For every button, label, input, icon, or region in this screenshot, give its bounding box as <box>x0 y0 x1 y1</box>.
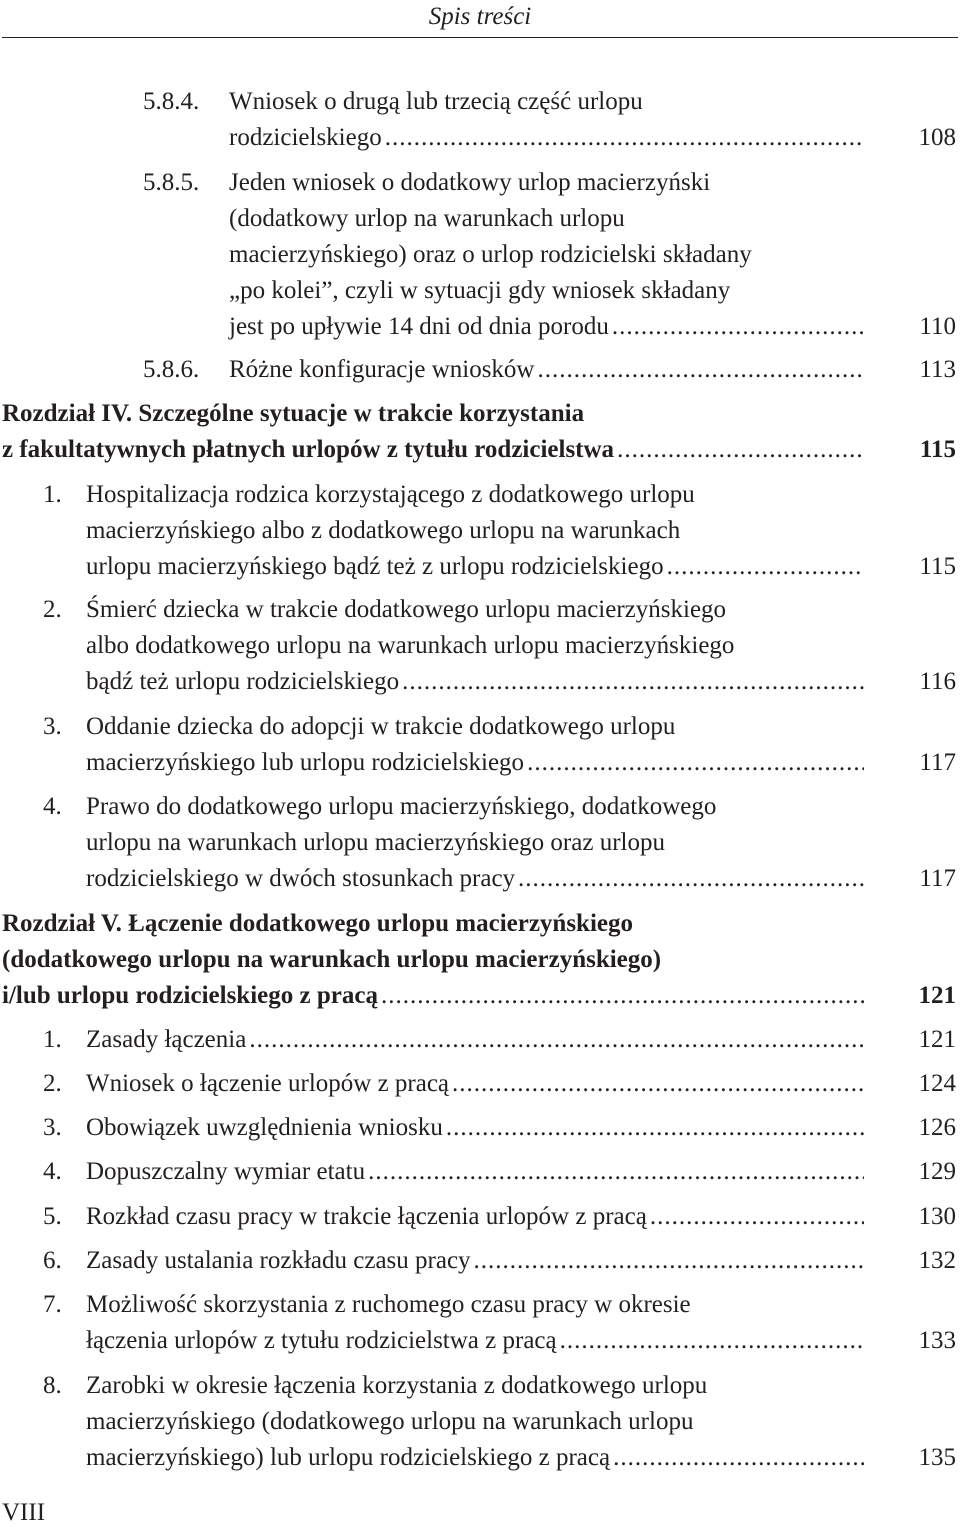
toc-entry-last-line <box>2 978 864 1014</box>
toc-entry-title <box>86 789 864 897</box>
toc-entry-line: Rozdział V. Łączenie dodatkowego urlopu macierzyńskiego <box>2 910 634 937</box>
toc-entry-title <box>2 906 864 1014</box>
toc-entry <box>0 1368 956 1476</box>
toc-entry-line: Dopuszczalny wymiar etatu <box>86 1158 366 1185</box>
toc-entry-line: łączenia urlopów z tytułu rodzicielstwa z pracą <box>86 1327 557 1354</box>
toc-entry-page: 133 <box>918 1327 956 1354</box>
toc-entry-line: Wniosek o drugą lub trzecią część urlopu <box>229 88 643 115</box>
dot-leader <box>667 549 864 585</box>
toc-entry <box>0 1199 956 1235</box>
dot-leader <box>474 1243 864 1279</box>
toc-entry-line: Zasady łączenia <box>86 1026 247 1053</box>
toc-entry-line: Prawo do dodatkowego urlopu macierzyńskiego, dodatkowego <box>86 793 717 820</box>
running-header-title: Spis treści <box>428 3 532 30</box>
toc-entry <box>0 477 956 585</box>
toc-entry-page: 108 <box>918 124 956 151</box>
toc-entry-number: 2. <box>43 1070 62 1097</box>
toc-entry-title <box>86 1022 864 1058</box>
toc-entry-page: 117 <box>919 865 956 892</box>
toc-entry-number: 5. <box>43 1203 62 1230</box>
toc-entry-last-line <box>86 549 864 585</box>
toc-entry-number: 3. <box>43 1114 62 1141</box>
toc-entry-last-line <box>86 745 864 781</box>
toc-entry-last-line <box>86 1110 864 1146</box>
toc-entry <box>0 1154 956 1190</box>
toc-entry-line: Śmierć dziecka w trakcie dodatkowego urlopu macierzyńskiego <box>86 596 727 623</box>
toc-entry-number: 7. <box>43 1291 62 1318</box>
toc-entry-line: „po kolei”, czyli w sytuacji gdy wniosek składany <box>229 277 731 304</box>
toc-entry-last-line <box>229 120 864 156</box>
toc-entry-title <box>86 1066 864 1102</box>
toc-entry-number: 5.8.5. <box>143 169 200 196</box>
toc-entry <box>0 352 956 388</box>
dot-leader <box>368 1154 864 1190</box>
toc-entry-number: 5.8.6. <box>143 356 200 383</box>
toc-entry-page: 116 <box>919 668 956 695</box>
toc-entry-line: bądź też urlopu rodzicielskiego <box>86 668 400 695</box>
toc-entry-line: Jeden wniosek o dodatkowy urlop macierzyński <box>229 169 711 196</box>
toc-entry-last-line <box>86 1323 864 1359</box>
toc-entry <box>0 1066 956 1102</box>
dot-leader <box>249 1022 864 1058</box>
toc-entry-line: macierzyńskiego (dodatkowego urlopu na warunkach urlopu <box>86 1408 694 1435</box>
toc-entry-page: 124 <box>918 1070 956 1097</box>
toc-entry-line: Rozkład czasu pracy w trakcie łączenia urlopów z pracą <box>86 1203 647 1230</box>
toc-entry-title <box>229 84 864 156</box>
toc-entry-title <box>86 477 864 585</box>
page-header <box>0 0 960 38</box>
dot-leader <box>452 1066 864 1102</box>
toc-entry-line: Oddanie dziecka do adopcji w trakcie dodatkowego urlopu <box>86 713 676 740</box>
toc-entry-page: 129 <box>918 1158 956 1185</box>
toc-entry-line: urlopu na warunkach urlopu macierzyńskiego oraz urlopu <box>86 829 665 856</box>
toc-entry-line: Obowiązek uwzględnienia wniosku <box>86 1114 443 1141</box>
dot-leader <box>560 1323 864 1359</box>
toc-entry-last-line <box>86 1022 864 1058</box>
dot-leader <box>518 861 864 897</box>
toc-entry-title <box>86 1243 864 1279</box>
toc-entry-last-line <box>229 309 864 345</box>
toc-entry-line: rodzicielskiego <box>229 124 382 151</box>
toc-entry-page: 135 <box>918 1444 956 1471</box>
toc-entry-last-line <box>2 432 864 468</box>
toc-entry <box>0 1287 956 1359</box>
toc-entry-number: 1. <box>43 1026 62 1053</box>
toc-entry <box>0 84 956 156</box>
dot-leader <box>617 432 864 468</box>
toc-entry <box>0 789 956 897</box>
dot-leader <box>402 664 864 700</box>
toc-entry-line: macierzyńskiego) lub urlopu rodzicielskiego z pracą <box>86 1444 611 1471</box>
toc-entry <box>0 396 956 468</box>
dot-leader <box>612 309 864 345</box>
toc-entry-line: Wniosek o łączenie urlopów z pracą <box>86 1070 450 1097</box>
dot-leader <box>537 352 864 388</box>
toc-entry <box>0 1243 956 1279</box>
toc-entry-title <box>229 352 864 388</box>
toc-entry-last-line <box>86 1440 864 1476</box>
toc-entry-line: urlopu macierzyńskiego bądź też z urlopu rodzicielskiego <box>86 553 664 580</box>
toc-entry-page: 115 <box>919 553 956 580</box>
toc-entry-last-line <box>229 352 864 388</box>
toc-entry <box>0 592 956 700</box>
toc-entry-line: (dodatkowy urlop na warunkach urlopu <box>229 205 625 232</box>
toc-entry-title <box>86 592 864 700</box>
toc-entry-title <box>86 709 864 781</box>
toc-entry-number: 8. <box>43 1372 62 1399</box>
dot-leader <box>650 1199 864 1235</box>
toc-entry <box>0 165 956 345</box>
toc-entry-line: Różne konfiguracje wniosków <box>229 356 535 383</box>
toc-entry-last-line <box>86 664 864 700</box>
dot-leader <box>381 978 864 1014</box>
toc-entry-line: macierzyńskiego lub urlopu rodzicielskiego <box>86 749 525 776</box>
toc-entry-title <box>86 1154 864 1190</box>
toc-entry-line: Możliwość skorzystania z ruchomego czasu pracy w okresie <box>86 1291 691 1318</box>
toc-entry-last-line <box>86 861 864 897</box>
toc-entry-line: Zarobki w okresie łączenia korzystania z dodatkowego urlopu <box>86 1372 708 1399</box>
toc-entry-last-line <box>86 1243 864 1279</box>
toc-entry-page: 132 <box>918 1247 956 1274</box>
dot-leader <box>613 1440 864 1476</box>
toc-entry-line: i/lub urlopu rodzicielskiego z pracą <box>2 982 378 1009</box>
toc-entry-title <box>229 165 864 345</box>
toc-entry-line: macierzyńskiego albo z dodatkowego urlopu na warunkach <box>86 517 681 544</box>
toc-entry-title <box>86 1287 864 1359</box>
toc-entry-page: 110 <box>919 313 956 340</box>
toc-entry-last-line <box>86 1066 864 1102</box>
toc-entry-number: 4. <box>43 1158 62 1185</box>
toc-entry-line: Zasady ustalania rozkładu czasu pracy <box>86 1247 471 1274</box>
toc-entry-page: 121 <box>918 982 956 1009</box>
toc-entry-title <box>86 1368 864 1476</box>
toc-entry-number: 5.8.4. <box>143 88 200 115</box>
toc-entry-page: 117 <box>919 749 956 776</box>
page-number-roman: VIII <box>2 1499 46 1526</box>
toc-entry <box>0 709 956 781</box>
dot-leader <box>527 745 864 781</box>
toc-entry-number: 6. <box>43 1247 62 1274</box>
toc-entry-page: 121 <box>918 1026 956 1053</box>
toc-entry-line: jest po upływie 14 dni od dnia porodu <box>229 313 609 340</box>
toc-entry-last-line <box>86 1199 864 1235</box>
toc-entry <box>0 1110 956 1146</box>
toc-entry-line: z fakultatywnych płatnych urlopów z tytułu rodzicielstwa <box>2 436 615 463</box>
toc-entry-line: rodzicielskiego w dwóch stosunkach pracy <box>86 865 516 892</box>
toc-entry-title <box>86 1199 864 1235</box>
toc-entry-number: 3. <box>43 713 62 740</box>
toc-entry-number: 4. <box>43 793 62 820</box>
toc-entry <box>0 906 956 1014</box>
toc-entry-line: macierzyńskiego) oraz o urlop rodzicielski składany <box>229 241 752 268</box>
dot-leader <box>446 1110 864 1146</box>
toc-entry-line: Hospitalizacja rodzica korzystającego z dodatkowego urlopu <box>86 481 695 508</box>
toc-entry-page: 126 <box>918 1114 956 1141</box>
toc-entry-title <box>2 396 864 468</box>
toc-entry <box>0 1022 956 1058</box>
toc-entry-number: 2. <box>43 596 62 623</box>
toc-entry-last-line <box>86 1154 864 1190</box>
toc-entry-line: Rozdział IV. Szczególne sytuacje w trakcie korzystania <box>2 400 585 427</box>
toc-entry-number: 1. <box>43 481 62 508</box>
toc-entry-page: 113 <box>919 356 956 383</box>
toc-entry-page: 130 <box>918 1203 956 1230</box>
toc-entry-line: albo dodatkowego urlopu na warunkach urlopu macierzyńskiego <box>86 632 735 659</box>
toc-entry-title <box>86 1110 864 1146</box>
header-rule <box>2 37 958 38</box>
toc-entry-page: 115 <box>919 436 956 463</box>
toc-entry-line: (dodatkowego urlopu na warunkach urlopu macierzyńskiego) <box>2 946 662 973</box>
dot-leader <box>385 120 864 156</box>
